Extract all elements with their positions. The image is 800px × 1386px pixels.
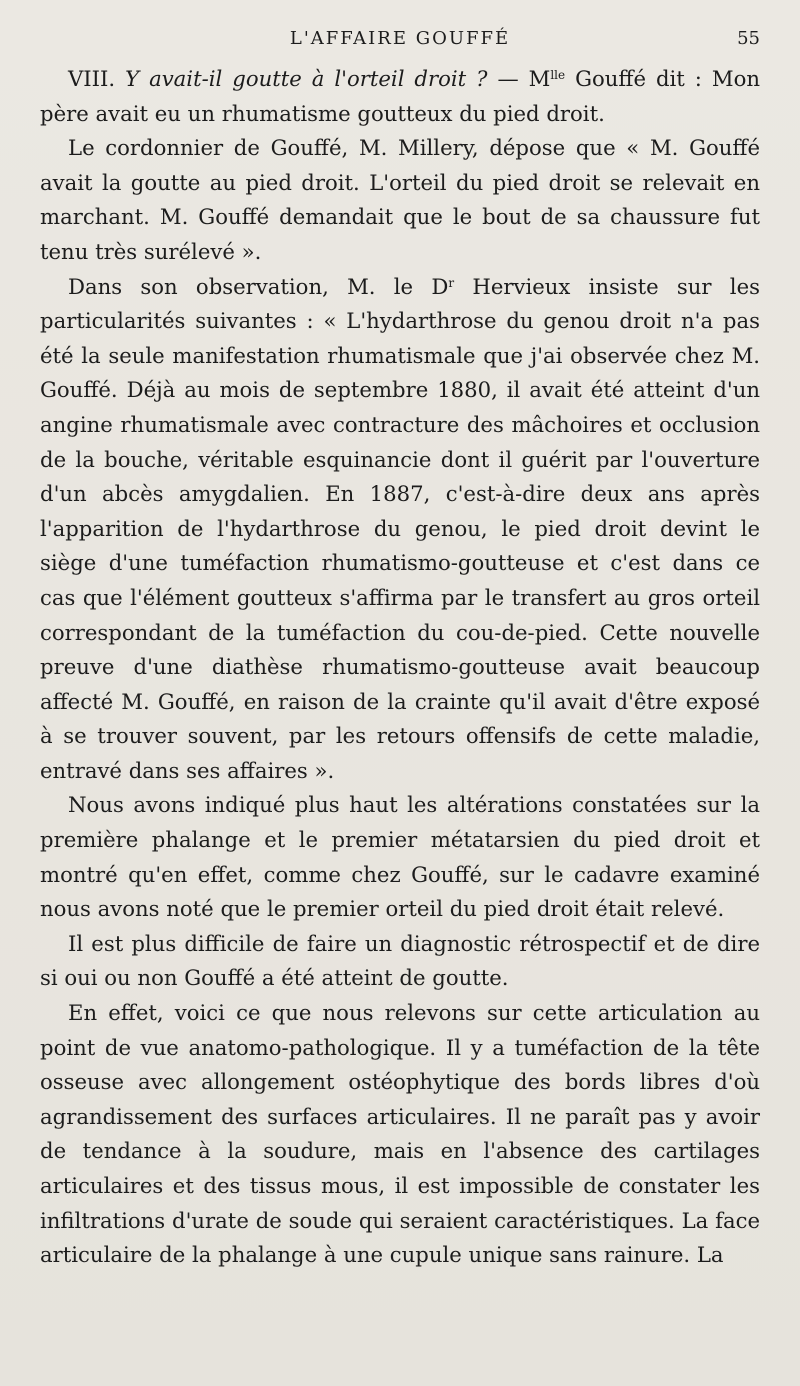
section-text: Gouffé dit : Mon père avait eu un rhumatisme goutteux du pied droit.	[40, 66, 760, 126]
paragraph-alterations: Nous avons indiqué plus haut les altérations constatées sur la première phalange et le premier métatarsien du pied droit et montré qu'en effet, comme chez Gouffé, sur le cadavre examiné nous avons noté que le premier orteil du pied droit était relevé.	[40, 792, 760, 922]
hervieux-start: Dans son observation, M. le D	[68, 273, 449, 299]
paragraph-anatomo: En effet, voici ce que nous relevons sur cette articulation au point de vue anatomo-pathologique. Il y a tuméfaction de la tête osseuse avec allongement ostéophytique des bords libres d'où agrandissement des surfaces articulaires. Il ne paraît pas y avoir de tendance à la soudure, mais en l'absence des cartilages articulaires et des tissus mous, il est impossible de constater les infiltrations d'urate de soude qui seraient caractéristiques. La face articulaire de la phalange à une cupule unique sans rainure. La	[40, 1000, 760, 1268]
mlle-abbrev: M	[528, 66, 551, 91]
paragraph-section-viii	[40, 62, 760, 131]
section-dash: —	[487, 66, 529, 91]
page-number: 55	[737, 28, 760, 49]
hervieux-rest: Hervieux insiste sur les particularités suivantes : « L'hydarthrose du genou droit n'a pas été la seule manifestation rhumatismale que j'ai observée chez M. Gouffé. Déjà au mois de septembre 1880, il avait été atteint d'un angine rhumatismale avec contracture des mâchoires et occlusion de la bouche, véritable esquinancie dont il guérit par l'ouverture d'un abcès amygdalien. En 1887, c'est-à-dire deux ans après l'apparition de l'hydarthrose du genou, le pied droit devint le siège d'une tuméfaction rhumatismo-goutteuse et c'est dans ce cas que l'élément goutteux s'affirma par le transfert au gros orteil correspondant de la tuméfaction du cou-de-pied. Cette nouvelle preuve d'une diathèse rhumatismo-goutteuse avait beaucoup affecté M. Gouffé, en raison de la crainte qu'il avait d'être exposé à se trouver souvent, par les retours offensifs de cette maladie, entravé dans ses affaires ».	[40, 273, 760, 783]
mlle-superscript: lle	[550, 68, 566, 82]
body-text	[40, 62, 760, 1273]
section-question: Y avait-il goutte à l'orteil droit ?	[125, 66, 488, 91]
paragraph-hervieux	[40, 270, 760, 789]
paragraph-cordonnier: Le cordonnier de Gouffé, M. Millery, dépose que « M. Gouffé avait la goutte au pied droit. L'orteil du pied droit se relevait en marchant. M. Gouffé demandait que le bout de sa chaussure fut tenu très surélevé ».	[40, 135, 760, 264]
running-title: L'AFFAIRE GOUFFÉ	[289, 28, 511, 49]
paragraph-diagnostic: Il est plus difficile de faire un diagnostic rétrospectif et de dire si oui ou non Gouffé a été atteint de goutte.	[40, 930, 760, 991]
docteur-superscript: r	[448, 275, 455, 290]
section-number: VIII.	[68, 66, 116, 91]
running-head	[40, 28, 760, 58]
